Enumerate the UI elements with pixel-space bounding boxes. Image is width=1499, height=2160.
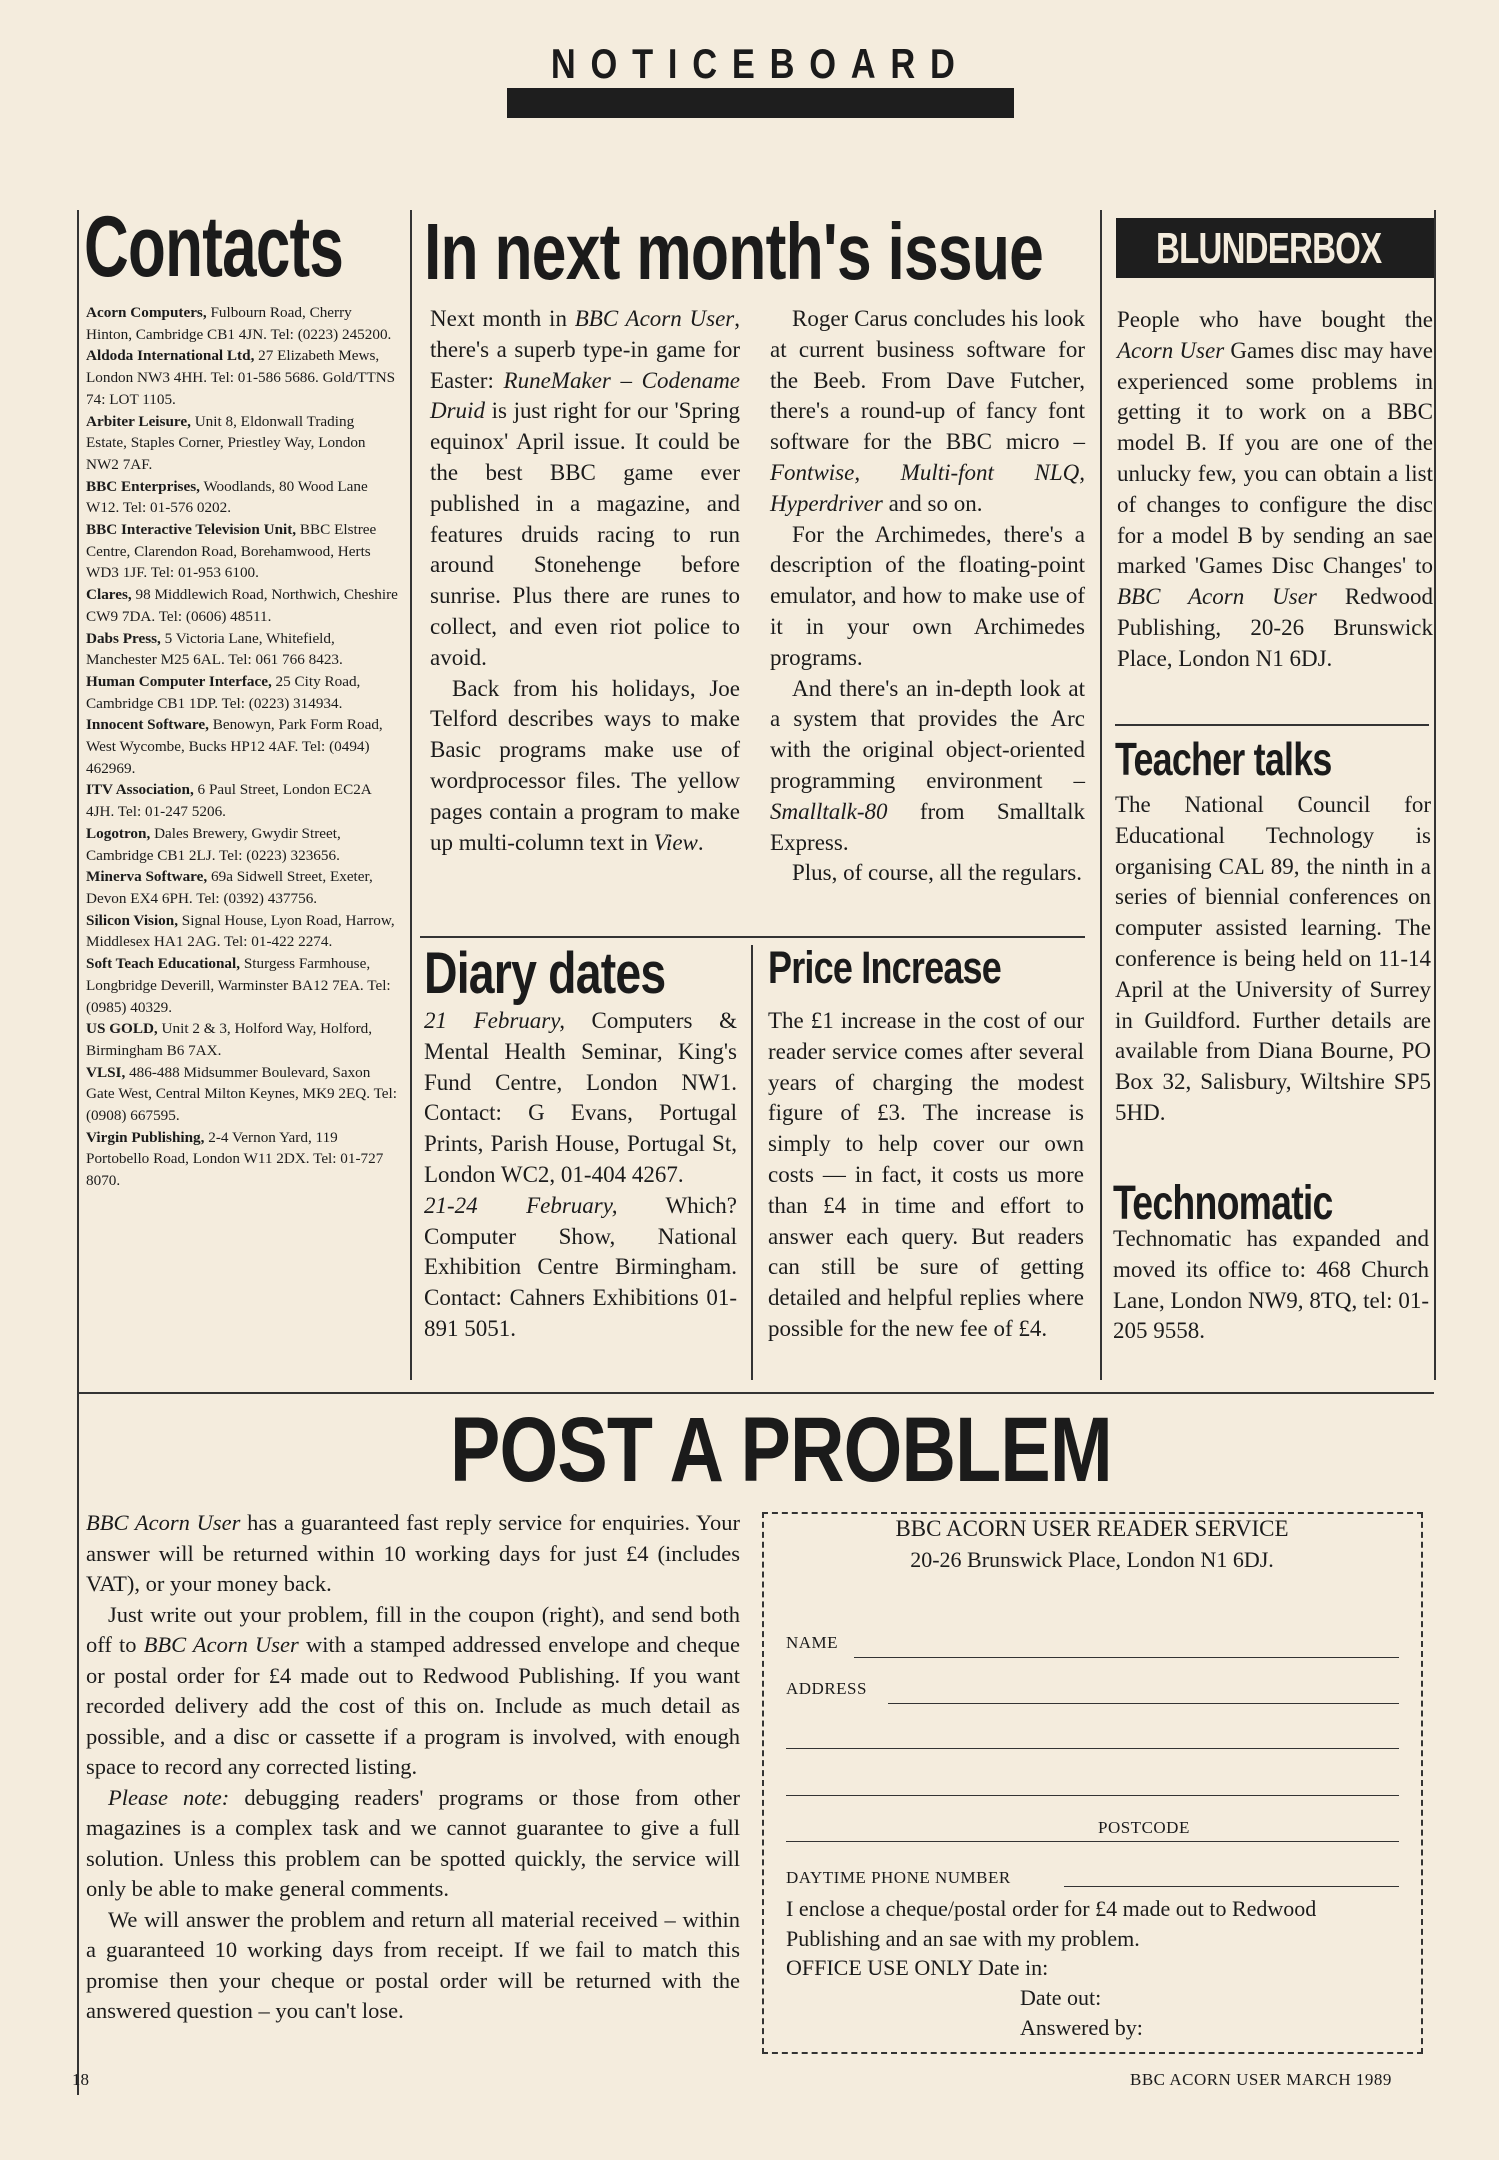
contact-name: Logotron, — [86, 824, 151, 842]
contact-name: Acorn Computers, — [86, 304, 207, 321]
contact-details: Benowyn, Park Form Road, West Wycombe, Bucks HP12 4AF. Tel: (0494) 462969. — [86, 716, 383, 777]
contact-name: Minerva Software, — [86, 868, 208, 886]
diary-heading: Diary dates — [424, 941, 666, 1006]
postcode-field[interactable] — [786, 1841, 1399, 1842]
contact-entry — [86, 671, 398, 714]
contact-entry — [86, 714, 398, 779]
contact-details: 27 Elizabeth Mews, London NW3 4HH. Tel: 01-586 5686. Gold/TTNS 74: LOT 1105. — [86, 347, 396, 408]
contact-name: VLSI, — [86, 1063, 126, 1081]
contact-details: Signal House, Lyon Road, Harrow, Middlesex HA1 2AG. Tel: 01-422 2274. — [86, 911, 395, 951]
next-issue-col1: Next month in BBC Acorn User, there's a superb type-in game for Easter: RuneMaker – Codename Druid is just right for our 'Spring equinox' April issue. It could be the best BBC game ever published in a magazine, and features druids racing to run around Stonehenge before sunrise. Plus there are runes to collect, and even riot police to avoid. Back from his holidays, Joe Telford describes ways to make Basic programs make use of wordprocessor files. The yellow pages contain a program to make up multi-column text in View. — [430, 306, 741, 855]
rule-mid — [420, 936, 1085, 938]
price-heading: Price Increase — [768, 942, 1001, 993]
office-use-label: OFFICE USE ONLY Date in: — [786, 1955, 1049, 1980]
contact-details: 69a Sidwell Street, Exeter, Devon EX4 6PH. Tel: (0392) 437756. — [86, 868, 373, 907]
contact-entry — [86, 823, 398, 866]
address-field-1[interactable] — [888, 1703, 1399, 1704]
contact-details: Unit 8, Eldonwall Trading Estate, Staples Corner, Priestley Way, London NW2 7AF. — [86, 412, 366, 473]
price-text: The £1 increase in the cost of our reader service comes after several years of charging the modest figure of £3. The increase is simply to help cover our own costs — in fact, it costs us more than £4 in time and effort to answer each query. But readers can still be sure of getting detailed and helpful replies where possible for the new fee of £4. — [768, 1008, 1084, 1341]
rule-blunder — [1115, 724, 1429, 726]
answered-by-label: Answered by: — [1020, 2015, 1143, 2040]
contact-details: 98 Middlewich Road, Northwich, Cheshire CW9 7DA. Tel: (0606) 48511. — [86, 586, 398, 625]
next-issue-col2: Roger Carus concludes his look at current business software for the Beeb. From Dave Futcher, there's a round-up of fancy font software for the BBC micro – Fontwise, Multi-font NLQ, Hyperdriver and so on. For the Archimedes, there's a description of the floating-point emulator, and how to make use of it in your own Archimedes programs. And there's an in-depth look at a system that provides the Arc with the original object-oriented programming environment – Smalltalk-80 from Smalltalk Express. Plus, of course, all the regulars. — [770, 306, 1085, 886]
name-field[interactable] — [854, 1657, 1399, 1658]
contact-entry — [86, 476, 398, 519]
contact-name: Clares, — [86, 586, 132, 604]
post-problem-heading: POST A PROBLEM — [450, 1399, 1112, 1501]
contact-entry — [86, 1018, 398, 1061]
phone-field[interactable] — [1064, 1886, 1399, 1887]
contact-name: Innocent Software, — [86, 716, 209, 734]
contact-name: US GOLD, — [86, 1020, 158, 1038]
address-field-2[interactable] — [786, 1748, 1399, 1749]
contact-entry — [86, 519, 398, 584]
coupon-address: 20-26 Brunswick Place, London N1 6DJ. — [910, 1547, 1274, 1572]
contact-entry — [86, 1127, 398, 1192]
blunderbox-heading: BLUNDERBOX — [1156, 224, 1382, 273]
contact-entry — [86, 584, 398, 627]
diary-text: 21 February, Computers & Mental Health Seminar, King's Fund Centre, London NW1. Contact: G Evans, Portugal Prints, Parish House, Portugal St, London WC2, 01-404 4267. 21-24 February, Which? Computer Show, National Exhibition Centre Birmingham. Contact: Cahners Exhibitions 01-891 5051. — [424, 1008, 737, 1341]
post-problem-text: BBC Acorn User has a guaranteed fast reply service for enquiries. Your answer will be returned within 10 working days for just £4 (includes VAT), or your money back. Just write out your problem, fill in the coupon (right), and send both off to BBC Acorn User with a stamped addressed envelope and cheque or postal order for £4 made out to Redwood Publishing. If you want recorded delivery add the cost of this on. Include as much detail as possible, and a disc or cassette if a program is involved, with enough space to record any corrected listing. Please note: debugging readers' programs or those from other magazines is a complex task and we cannot guarantee to give a full solution. Unless this problem can be spotted quickly, the service will only be able to make general comments. We will answer the problem and return all material received – within a guaranteed 10 working days from receipt. If we fail to match this promise then your cheque or postal order will be returned with the answered question – you can't lose. — [86, 1510, 740, 2023]
teacher-text: The National Council for Educational Technology is organising CAL 89, the ninth in a series of biennial conferences on computer assisted learning. The conference is being held on 11-14 April at the University of Surrey in Guildford. Further details are available from Diana Bourne, PO Box 32, Salisbury, Wiltshire SP5 5HD. — [1115, 792, 1431, 1125]
title-underline-bar — [507, 88, 1014, 118]
contact-details: Dales Brewery, Gwydir Street, Cambridge CB1 2LJ. Tel: (0223) 323656. — [86, 824, 341, 864]
contact-name: Dabs Press, — [86, 629, 161, 647]
rule-col3 — [1100, 210, 1102, 1380]
contact-details: 5 Victoria Lane, Whitefield, Manchester M25 6AL. Tel: 061 766 8423. — [86, 629, 343, 669]
name-label: NAME — [786, 1633, 839, 1652]
contact-entry — [86, 953, 398, 1018]
contact-entry — [86, 910, 398, 953]
coupon-title: BBC ACORN USER READER SERVICE — [895, 1516, 1289, 1541]
rule-right — [1434, 210, 1436, 1380]
noticeboard-title: NOTICEBOARD — [550, 40, 970, 87]
rule-col2 — [751, 945, 753, 1380]
contact-name: Silicon Vision, — [86, 911, 178, 929]
contact-name: ITV Association, — [86, 781, 194, 799]
coupon-enclose-text: I enclose a cheque/postal order for £4 made out to Redwood Publishing and an sae with my problem. — [786, 1896, 1317, 1951]
blunderbox-text: People who have bought the Acorn User Games disc may have experienced some problems in getting it to work on a BBC model B. If you are one of the unlucky few, you can obtain a list of changes to configure the disc for a model B by sending an sae marked 'Games Disc Changes' to BBC Acorn User Redwood Publishing, 20-26 Brunswick Place, London N1 6DJ. — [1117, 307, 1433, 671]
footer-publication: BBC ACORN USER MARCH 1989 — [1130, 2070, 1392, 2089]
contact-details: Fulbourn Road, Cherry Hinton, Cambridge CB1 4JN. Tel: (0223) 245200. — [86, 304, 392, 343]
phone-label: DAYTIME PHONE NUMBER — [786, 1868, 1011, 1887]
contact-name: BBC Enterprises, — [86, 477, 200, 495]
contact-details: BBC Elstree Centre, Clarendon Road, Borehamwood, Herts WD3 1JF. Tel: 01-953 6100. — [86, 521, 377, 582]
contact-name: Aldoda International Ltd, — [86, 347, 255, 365]
contact-details: 6 Paul Street, London EC2A 4JH. Tel: 01-247 5206. — [86, 781, 371, 821]
contact-name: Soft Teach Educational, — [86, 955, 241, 973]
contact-details: Woodlands, 80 Wood Lane W12. Tel: 01-576 0202. — [86, 477, 368, 517]
contact-details: 2-4 Vernon Yard, 119 Portobello Road, London W11 2DX. Tel: 01-727 8070. — [86, 1128, 384, 1190]
next-issue-heading: In next month's issue — [424, 207, 1044, 296]
contact-name: Virgin Publishing, — [86, 1128, 205, 1146]
contact-details: 486-488 Midsummer Boulevard, Saxon Gate West, Central Milton Keynes, MK9 2EQ. Tel: (0908) 667595. — [86, 1063, 397, 1125]
page-number: 18 — [72, 2070, 89, 2089]
technomatic-text: Technomatic has expanded and moved its office to: 468 Church Lane, London NW9, 8TQ, tel: 01-205 9558. — [1113, 1226, 1429, 1344]
contacts-heading: Contacts — [84, 199, 344, 295]
contact-entry — [86, 345, 398, 410]
teacher-heading: Teacher talks — [1115, 733, 1332, 785]
contact-details: 25 City Road, Cambridge CB1 1DP. Tel: (0223) 314934. — [86, 672, 361, 712]
contact-entry — [86, 302, 398, 345]
contact-name: Human Computer Interface, — [86, 672, 272, 690]
contact-details: Unit 2 & 3, Holford Way, Holford, Birmingham B6 7AX. — [86, 1020, 373, 1059]
contact-entry — [86, 628, 398, 671]
address-label: ADDRESS — [786, 1679, 867, 1698]
contact-entry — [86, 779, 398, 822]
contact-name: Arbiter Leisure, — [86, 412, 191, 430]
rule-bottom — [77, 1392, 1434, 1394]
contact-entry — [86, 1062, 398, 1127]
contacts-list — [86, 302, 398, 1192]
contact-entry — [86, 411, 398, 476]
rule-col1 — [410, 210, 412, 1380]
contact-details: Sturgess Farmhouse, Longbridge Deverill, Warminster BA12 7EA. Tel: (0985) 40329. — [86, 955, 391, 1016]
address-field-3[interactable] — [786, 1795, 1399, 1796]
postcode-label: POSTCODE — [1098, 1818, 1190, 1837]
contact-entry — [86, 866, 398, 909]
technomatic-heading: Technomatic — [1113, 1177, 1333, 1230]
contact-name: BBC Interactive Television Unit, — [86, 521, 297, 539]
date-out-label: Date out: — [1020, 1985, 1102, 2010]
rule-contacts-left — [77, 210, 79, 2095]
